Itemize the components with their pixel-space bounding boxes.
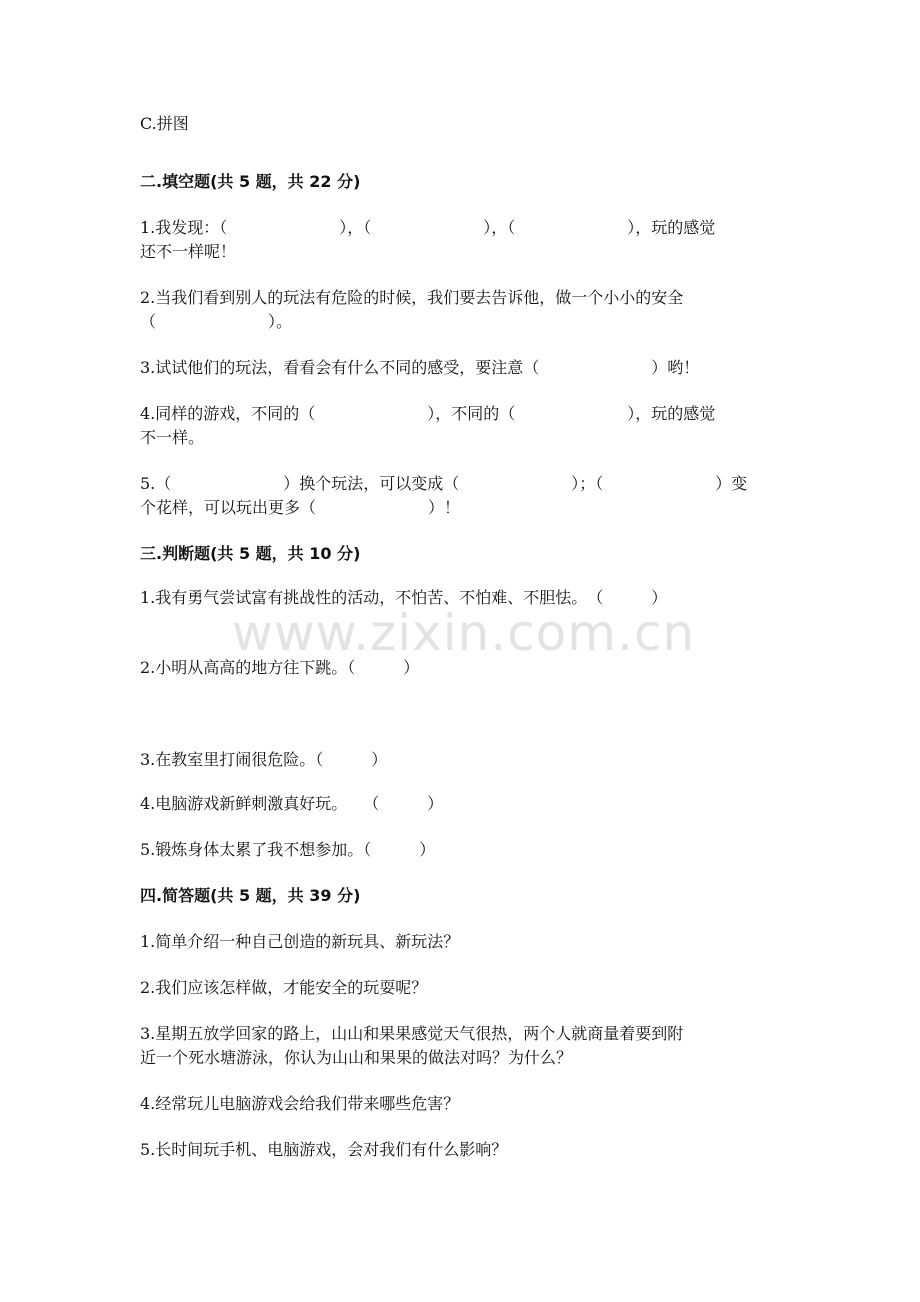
section-title-judgement: 三.判断题(共 5 题，共 10 分) bbox=[140, 544, 361, 563]
question-line: （ ）。 bbox=[140, 312, 293, 331]
question-line: 3.试试他们的玩法，看看会有什么不同的感受，要注意（ ）哟！ bbox=[140, 358, 700, 377]
watermark: www.zixin.com.cn bbox=[232, 604, 696, 662]
section-title-fill-blank: 二.填空题(共 5 题，共 22 分) bbox=[140, 172, 361, 191]
question-line: 1.简单介绍一种自己创造的新玩具、新玩法？ bbox=[140, 932, 460, 951]
question-line: 5.长时间玩手机、电脑游戏，会对我们有什么影响？ bbox=[140, 1140, 508, 1159]
question-line: 近一个死水塘游泳，你认为山山和果果的做法对吗？为什么？ bbox=[140, 1048, 573, 1067]
question-line: 1.我有勇气尝试富有挑战性的活动，不怕苦、不怕难、不胆怯。 （ ） bbox=[140, 588, 668, 607]
question-line: 4.同样的游戏，不同的（ ），不同的（ ），玩的感觉 bbox=[140, 404, 716, 423]
question-line: 个花样，可以玩出更多（ ）！ bbox=[140, 498, 461, 517]
question-line: 5.（ ）换个玩法，可以变成（ ）；（ ）变 bbox=[140, 474, 748, 493]
prev-option: C.拼图 bbox=[140, 114, 189, 133]
question-line: 2.当我们看到别人的玩法有危险的时候，我们要去告诉他，做一个小小的安全 bbox=[140, 288, 684, 307]
question-line: 4.经常玩儿电脑游戏会给我们带来哪些危害？ bbox=[140, 1094, 460, 1113]
question-line: 2.小明从高高的地方往下跳。（ ） bbox=[140, 658, 420, 677]
question-line: 1.我发现：（ ），（ ），（ ），玩的感觉 bbox=[140, 218, 716, 237]
question-line: 3.在教室里打闹很危险。（ ） bbox=[140, 750, 388, 769]
question-line: 还不一样呢！ bbox=[140, 242, 237, 261]
question-line: 4.电脑游戏新鲜刺激真好玩。 （ ） bbox=[140, 794, 444, 813]
question-line: 5.锻炼身体太累了我不想参加。（ ） bbox=[140, 840, 436, 859]
question-line: 不一样。 bbox=[140, 428, 205, 447]
section-title-short-answer: 四.简答题(共 5 题，共 39 分) bbox=[140, 886, 361, 905]
question-line: 2.我们应该怎样做，才能安全的玩耍呢？ bbox=[140, 978, 428, 997]
question-line: 3.星期五放学回家的路上，山山和果果感觉天气很热，两个人就商量着要到附 bbox=[140, 1024, 684, 1043]
